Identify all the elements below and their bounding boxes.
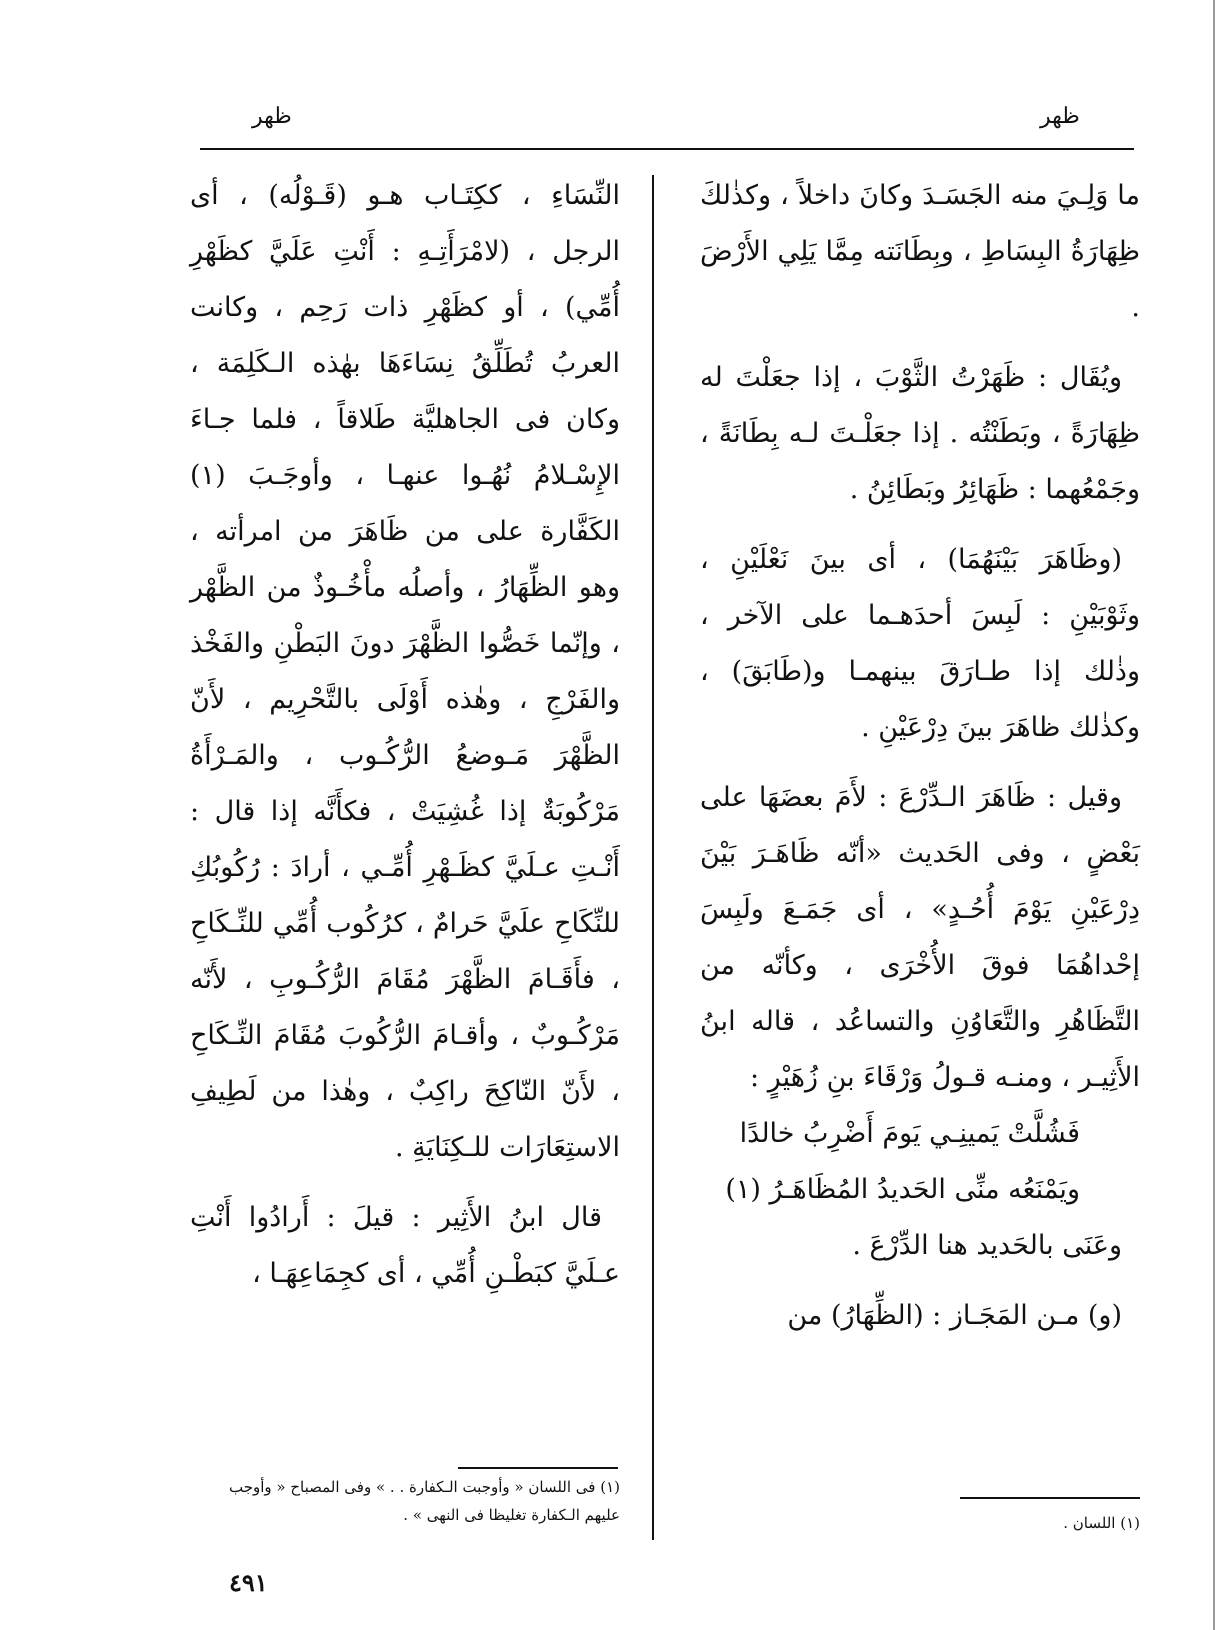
left-paragraph-1: النِّسَاءِ ، ككِتَـاب هـو (قَـوْلُه) ، أى الرجل ، (لامْرَأَتِـهِ : أَنْتِ عَلَيَّ كظَهْرِ أُمِّي) ، أو كظَهْرِ ذات رَحِم ، وكانت العربُ تُطَلِّقُ نِسَاءَهَا بهٰذه الـكَلِمَة ، وكان فى الجاهليَّة طَلاقاً ، فلما جـاءَ الإِسْـلامُ نُهُـوا عنهـا ، وأوجَـبَ (١) الكَفَّارة على من ظَاهَرَ من امرأته ، وهو الظِّهَارُ ، وأصلُه مأْخُـوذٌ من الظَّهْر ، وإنّما خَصُّوا الظَّهْرَ دونَ البَطْنِ والفَخْذ والفَرْجِ ، وهٰذه أَوْلَى بالتَّحْرِيم ، لأَنّ الظَّهْرَ مَـوضعُ الرُّكُـوب ، والمَـرْأَةُ مَرْكُوبَةٌ إذا غُشِيَتْ ، فكأَنَّه إذا قال : أَنْـتِ عـلَيَّ كظَـهْرِ أُمِّـي ، أرادَ : رُكُوبُكِ للنِّكَاحِ علَيَّ حَرامٌ ، كرُكُوب أُمِّي للنِّـكَاحِ ، فأَقَـامَ الظَّهْرَ مُقَامَ الرُّكُـوبِ ، لأَنّه مَرْكُـوبٌ ، وأقـامَ الرُّكُوبَ مُقَامَ النِّـكَاحِ ، لأَنّ النّاكِحَ راكِبٌ ، وهٰذا من لَطِيفِ الاستِعَارَات للـكِنَايَةِ . [190, 180, 620, 1163]
footnote-rule-right [960, 1497, 1140, 1499]
right-paragraph-3: (وظَاهَرَ بَيْنَهُمَا) ، أى بينَ نَعْلَيْنِ ، وثَوْبَيْنِ : لَبِسَ أحدَهـما على الآخر ، وذٰلك إذا طـارَقَ بينهمـا و(طَابَقَ) ، وكذٰلك ظاهَرَ بينَ دِرْعَيْنِ . [700, 544, 1140, 743]
scan-edge-line [1213, 0, 1215, 1630]
footnote-right: (١) اللسان . [1063, 1514, 1140, 1532]
poem-line-2: ويَمْنَعُه منِّى الحَديدُ المُظَاهَـرُ (١) [725, 1174, 1080, 1205]
right-column [700, 168, 1140, 1344]
right-paragraph-1: ما وَلِـيَ منه الجَسَـدَ وكانَ داخلاً ، وكذٰلكَ ظِهَارَةُ البِسَاطِ ، وبِطَانَته مِمَّا يَلِي الأَرْضَ . [700, 180, 1140, 323]
footnote-left: (١) فى اللسان « وأوجبت الـكفارة . . » وفى المصباح « وأوجب عليهم الـكفارة تغليظا فى النهى » . [228, 1478, 620, 1524]
right-last-paragraph: (و) مـن المَجَـاز : (الظِّهَارُ) من [787, 1300, 1122, 1331]
right-paragraph-4: وقيل : ظَاهَرَ الـدِّرْعَ : لأَمَ بعضَهَا على بَعْضٍ ، وفى الحَديث «أنّه ظَاهَـرَ بَيْنَ دِرْعَيْنِ يَوْمَ أُحُـدٍ» ، أى جَمَـعَ ولَبِسَ إحْداهُمَا فوقَ الأُخْرَى ، وكأنّه من التَّظَاهُرِ والتَّعَاوُنِ والتساعُد ، قاله ابنُ الأَثِيـر ، ومنـه قـولُ وَرْقَاءَ بنِ زُهَيْرٍ : [700, 782, 1140, 1093]
left-paragraph-2: قال ابنُ الأَثِير : قيلَ : أَرادُوا أَنْتِ عـلَيَّ كبَطْـنِ أُمِّي ، أى كجِمَاعِهَـا ، [190, 1202, 620, 1289]
poem-line-1: فَشُلَّتْ يَمينِـي يَومَ أَضْرِبُ خالدًا [739, 1118, 1080, 1149]
column-divider [652, 175, 654, 1540]
right-after-poem: وعَنَى بالحَديد هنا الدِّرْعَ . [852, 1230, 1122, 1261]
poem-verse [700, 1106, 1140, 1218]
footnote-rule-left [458, 1467, 618, 1469]
page-number: ٤٩١ [229, 1568, 268, 1597]
left-column [190, 168, 620, 1302]
right-paragraph-2: ويُقَال : ظَهَرْتُ الثَّوْبَ ، إذا جعَلْتَ له ظِهَارَةً ، وبَطَنْتُه . إذا جعَلْـتَ لـه بِطَانَةً ، وجَمْعُهما : ظَهَائِرُ وبَطَائِنُ . [700, 362, 1140, 505]
header-rule [200, 148, 1134, 150]
running-header-right: ظهر [1040, 104, 1080, 129]
running-header-left: ظهر [252, 104, 292, 129]
